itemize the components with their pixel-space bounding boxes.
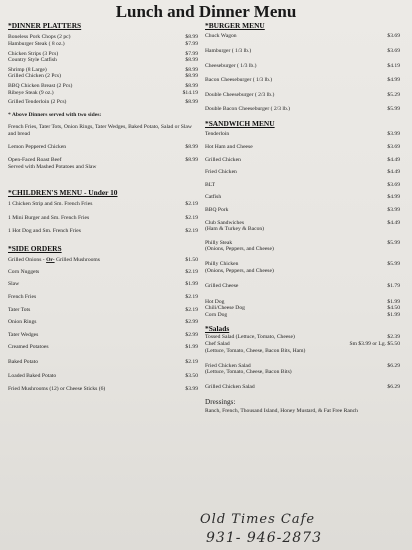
item-price: $2.19 (185, 228, 198, 235)
menu-item (205, 385, 400, 391)
item-name: Corn Dog (205, 311, 228, 318)
menu-item (8, 345, 198, 351)
menu-item (8, 100, 198, 106)
dinner-group (8, 68, 198, 80)
item-price: $1.99 (387, 298, 400, 305)
item-price: $3.99 (185, 386, 198, 393)
item-name: Chicken Strips (3 Pcs) (8, 50, 59, 57)
item-price: $1.99 (185, 344, 198, 351)
dinner-platters-header: *DINNER PLATTERS (8, 21, 82, 30)
item-name: Double Bacon Cheeseburger ( 2/3 lb.) (205, 106, 291, 113)
menu-item (205, 78, 400, 84)
item-name: Tenderloin (205, 131, 230, 138)
item-name-part: Grilled Onions - (8, 257, 47, 264)
item-name: Baked Potato (8, 358, 38, 365)
sandwich-menu-section (205, 120, 400, 319)
item-price: $6.29 (387, 383, 400, 390)
menu-item (8, 308, 198, 314)
item-name: Shrimp (8 Large) (8, 66, 47, 73)
item-name: Tossed Salad (Lettuce, Tomato, Cheese) (205, 333, 295, 340)
item-name: Grilled Chicken (2 Pcs) (8, 73, 61, 80)
item-name: Ribeye Steak (9 oz.) (8, 89, 54, 96)
item-name: Tater Tots (8, 306, 31, 313)
item-price: $4.49 (387, 169, 400, 176)
item-name: Hot Ham and Cheese (205, 143, 253, 150)
menu-item (205, 313, 400, 319)
dressings-label: Dressings: (205, 398, 236, 407)
item-price: $1.99 (387, 311, 400, 318)
left-column (8, 22, 198, 393)
item-price: $2.19 (185, 200, 198, 207)
menu-item (8, 270, 198, 276)
item-name: 1 Mini Burger and Sm. French Fries (8, 214, 90, 221)
item-price: $8.99 (185, 143, 198, 150)
item-price: $2.39 (387, 333, 400, 340)
menu-item (205, 132, 400, 138)
menu-item (8, 374, 198, 380)
item-name: Bacon Cheeseburger ( 1/3 lb.) (205, 77, 273, 84)
item-price: $3.99 (387, 206, 400, 213)
menu-item (8, 229, 198, 235)
item-price: $2.19 (185, 214, 198, 221)
menu-item (205, 107, 400, 113)
item-name: Chef Salad (205, 341, 230, 348)
item-price: $3.50 (185, 373, 198, 380)
item-name: Hot Dog (205, 298, 225, 305)
item-name: Chuck Wagon (205, 33, 237, 40)
item-name: Hamburger ( 1/3 lb.) (205, 48, 252, 54)
menu-item (205, 335, 400, 341)
item-description: (Ham & Turkey & Bacon) (205, 226, 265, 233)
item-name: Grilled Chicken (205, 156, 241, 163)
handwritten-phone: 931- 946-2873 (206, 530, 322, 546)
item-price: $3.69 (387, 181, 400, 188)
menu-item (8, 91, 198, 97)
item-price: $8.99 (185, 157, 198, 164)
item-price: $4.99 (387, 194, 400, 201)
menu-item (205, 34, 400, 40)
item-price: $3.69 (387, 143, 400, 150)
item-price: $4.19 (387, 62, 400, 69)
salads-header: *Salads (205, 324, 230, 334)
item-description: (Onions, Peppers, and Cheese) (205, 246, 274, 253)
dressings-section (205, 399, 400, 414)
menu-item (8, 84, 198, 90)
item-price: $5.99 (387, 239, 400, 246)
menu-item (8, 295, 198, 301)
menu-item (205, 208, 400, 214)
menu-item (8, 145, 198, 151)
item-name: French Fries (8, 293, 37, 300)
item-name: Grilled Cheese (205, 283, 239, 290)
item-price: $7.99 (185, 41, 198, 47)
item-name-part: Grilled Mushrooms (54, 257, 100, 264)
menu-item (205, 183, 400, 189)
menu-item (8, 333, 198, 339)
item-price: $8.99 (185, 73, 198, 80)
item-name: Country Style Catfish (8, 57, 57, 64)
item-name: Philly Steak (205, 239, 233, 246)
dinner-group (8, 35, 198, 47)
item-price: Sm $3.99 or Lg. $5.50 (349, 341, 400, 348)
item-name (8, 258, 100, 264)
menu-item (205, 195, 400, 201)
item-name: Cheeseburger ( 1/3 lb.) (205, 62, 257, 69)
childrens-menu-section (8, 189, 198, 235)
item-price: $8.99 (185, 82, 198, 89)
side-orders-section (8, 245, 198, 393)
item-name: Loaded Baked Potato (8, 373, 57, 380)
burger-menu-section (205, 22, 400, 113)
item-name: 1 Chicken Strip and Sm. French Fries (8, 200, 93, 207)
item-name: Fried Mushrooms (12) or Cheese Sticks (6) (8, 386, 106, 393)
menu-item (8, 42, 198, 48)
item-description: (Lettuce, Tomato, Cheese, Bacon Bits, Ham) (205, 348, 306, 355)
dinner-group (8, 52, 198, 64)
item-price: $4.49 (387, 219, 400, 226)
item-price: $5.99 (387, 260, 400, 267)
item-name: Grilled Chicken Salad (205, 383, 255, 390)
menu-item (8, 202, 198, 208)
sides-list: French Fries, Tater Tots, Onion Rings, Tater Wedges, Baked Potato, Salad or Slaw and bread (8, 124, 192, 138)
item-price: $2.99 (185, 319, 198, 326)
item-price: $8.99 (185, 57, 198, 64)
item-name: Catfish (205, 194, 222, 201)
item-name: Chili/Cheese Dog (205, 305, 245, 312)
handwritten-name: Old Times Cafe (200, 512, 316, 527)
item-price: $2.19 (185, 293, 198, 300)
item-name: Corn Nuggets (8, 268, 40, 275)
item-name: Lemon Peppered Chicken (8, 143, 67, 150)
item-price: $8.99 (185, 66, 198, 73)
sides-note: * Above Dinners served with two sides: (8, 111, 102, 118)
item-description: Served with Mashed Potatoes and Slaw (8, 163, 97, 170)
item-price: $14.19 (182, 89, 198, 96)
menu-item (8, 74, 198, 80)
item-price: $7.99 (185, 50, 198, 57)
menu-item (205, 49, 400, 55)
item-name: Philly Chicken (205, 260, 239, 267)
item-name: Grilled Tenderloin (2 Pcs) (8, 99, 67, 106)
item-name: 1 Hot Dog and Sm. French Fries (8, 228, 81, 235)
item-name: Open-Faced Roast Beef (8, 157, 62, 164)
menu-title: Lunch and Dinner Menu (115, 2, 297, 21)
item-price: $3.99 (387, 131, 400, 138)
item-name: Tater Wedges (8, 331, 39, 338)
item-price: $3.69 (387, 33, 400, 40)
item-price: $1.50 (185, 257, 198, 264)
item-name: Slaw (8, 281, 20, 288)
dinner-platters-section (8, 22, 198, 171)
menu-item (205, 93, 400, 99)
menu-item (8, 387, 198, 393)
or-emphasis: Or- (46, 257, 55, 264)
item-price: $5.99 (387, 106, 400, 113)
item-name: Boneless Pork Chops (2 pc) (8, 34, 71, 41)
item-price: $4.50 (387, 305, 400, 312)
item-price: $4.49 (387, 156, 400, 163)
item-price: $8.99 (185, 99, 198, 106)
burger-menu-header: *BURGER MENU (205, 21, 265, 30)
item-name: Fried Chicken Salad (205, 362, 251, 369)
item-price: $2.19 (185, 268, 198, 275)
item-price: $4.99 (387, 77, 400, 84)
salads-section (205, 325, 400, 390)
side-orders-header: *SIDE ORDERS (8, 243, 62, 253)
item-name: BBQ Chicken Breast (2 Pcs) (8, 82, 73, 89)
menu-item (205, 145, 400, 151)
menu-item (205, 306, 400, 312)
item-price: $1.99 (185, 281, 198, 288)
item-price: $8.99 (185, 34, 198, 41)
item-price: $2.19 (185, 306, 198, 313)
menu-item (8, 216, 198, 222)
menu-item (205, 170, 400, 176)
item-name: Creamed Potatoes (8, 344, 49, 351)
item-name: Fried Chicken (205, 169, 237, 176)
item-name: Onion Rings (8, 319, 37, 326)
item-price: $1.79 (387, 283, 400, 290)
menu-item (8, 258, 198, 264)
dressings-list: Ranch, French, Thousand Island, Honey Mustard, & Fat Free Ranch (205, 407, 358, 414)
menu-item (205, 64, 400, 70)
dinner-group (8, 84, 198, 96)
item-name: BLT (205, 181, 216, 188)
item-price: $2.99 (185, 331, 198, 338)
item-name: Club Sandwiches (205, 219, 244, 226)
item-price: $3.69 (387, 48, 400, 54)
item-price: $2.19 (185, 358, 198, 365)
item-description: (Onions, Peppers, and Cheese) (205, 267, 274, 274)
item-name: Double Cheeseburger ( 2/3 lb.) (205, 91, 275, 98)
menu-item (205, 284, 400, 290)
item-description: (Lettuce, Tomato, Cheese, Bacon Bits) (205, 369, 292, 376)
menu-item (8, 282, 198, 288)
menu-item (8, 360, 198, 366)
dinner-group (8, 100, 198, 106)
item-price: $5.29 (387, 91, 400, 98)
item-name: Hamburger Steak ( 8 oz.) (8, 41, 65, 47)
sandwich-menu-header: *SANDWICH MENU (205, 118, 275, 128)
childrens-menu-header: *CHILDREN'S MENU - Under 10 (8, 187, 118, 197)
menu-item (205, 262, 400, 268)
item-name: BBQ Pork (205, 206, 229, 213)
right-column (205, 22, 400, 414)
menu-item (8, 58, 198, 64)
menu-item (8, 320, 198, 326)
item-price: $6.29 (387, 362, 400, 369)
menu-item (205, 158, 400, 164)
